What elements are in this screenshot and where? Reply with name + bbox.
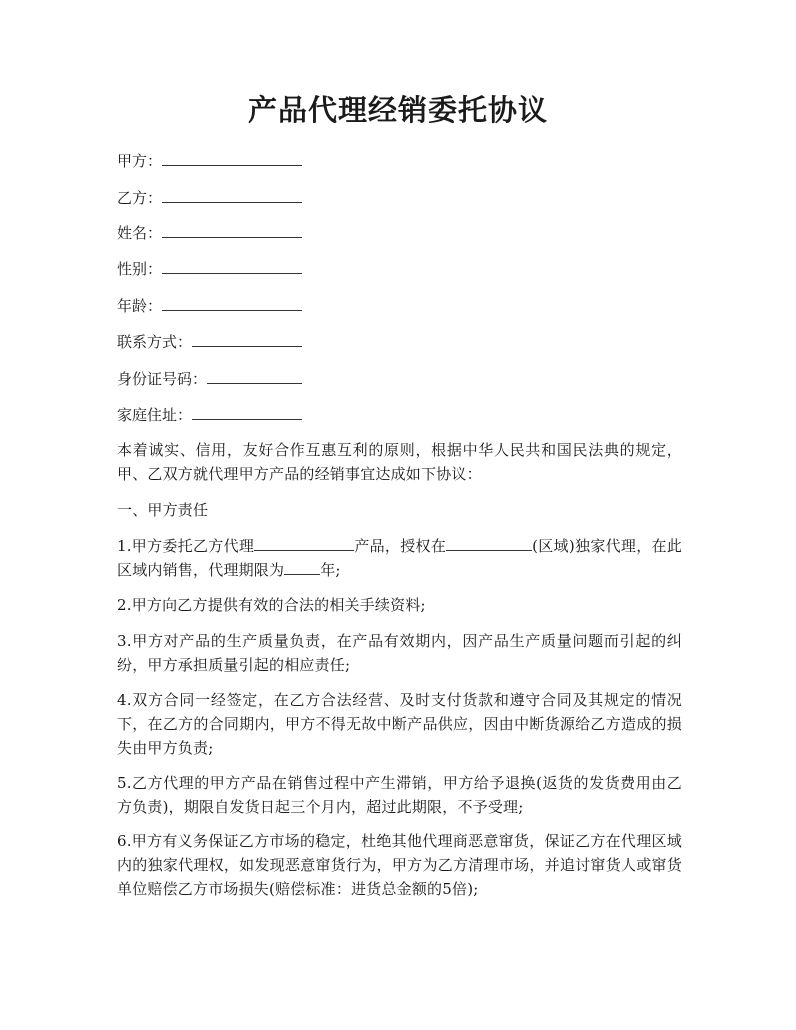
product-blank[interactable] (254, 535, 354, 551)
party-a-blank[interactable] (162, 151, 302, 166)
preamble-paragraph: 本着诚实、信用，友好合作互惠互利的原则，根据中华人民共和国民法典的规定，甲、乙双方就代理甲方产品的经销事宜达成如下协议： (117, 441, 682, 483)
contact-field (117, 331, 302, 353)
age-field (117, 295, 302, 317)
gender-blank[interactable] (162, 259, 302, 274)
party-a-field (117, 150, 302, 172)
age-label: 年龄： (117, 297, 163, 315)
age-blank[interactable] (162, 296, 302, 311)
clause-4: 4.双方合同一经签定，在乙方合法经营、及时支付货款和遵守合同及其规定的情况下，在乙方的合同期内，甲方不得无故中断产品供应，因由中断货源给乙方造成的损失由甲方负责; (117, 691, 682, 757)
address-blank[interactable] (192, 405, 302, 420)
party-b-blank[interactable] (162, 188, 302, 203)
party-b-field (117, 187, 302, 209)
gender-label: 性别： (117, 260, 163, 278)
name-blank[interactable] (162, 223, 302, 238)
clause-1 (117, 534, 682, 582)
region-blank[interactable] (446, 535, 532, 551)
contact-label: 联系方式： (117, 333, 193, 351)
clause-2: 2.甲方向乙方提供有效的合法的相关手续资料; (117, 596, 426, 614)
term-years-blank[interactable] (284, 559, 320, 575)
clause-6: 6.甲方有义务保证乙方市场的稳定，杜绝其他代理商恶意窜货，保证乙方在代理区域内的独家代理权，如发现恶意窜货行为，甲方为乙方清理市场，并追讨窜货人或窜货单位赔偿乙方市场损失(赔偿标准：进货总金额的5倍); (117, 832, 682, 898)
name-field (117, 222, 302, 244)
clause-1-text-2: 产品，授权在 (354, 537, 447, 555)
contact-blank[interactable] (192, 332, 302, 347)
party-b-label: 乙方： (117, 189, 163, 207)
clause-1-text-1: 1.甲方委托乙方代理 (117, 537, 255, 555)
clause-1-text-3: (区域)独家代理，在此区域内销售，代理期限为 (117, 537, 683, 579)
clause-3: 3.甲方对产品的生产质量负责，在产品有效期内，因产品生产质量问题而引起的纠纷，甲方承担质量引起的相应责任; (117, 632, 682, 674)
id-number-field (117, 368, 302, 390)
clause-5: 5.乙方代理的甲方产品在销售过程中产生滞销，甲方给予退换(返货的发货费用由乙方负责)，期限自发货日起三个月内，超过此期限，不予受理; (117, 774, 682, 816)
party-a-label: 甲方： (117, 152, 163, 170)
id-number-blank[interactable] (207, 369, 302, 384)
id-number-label: 身份证号码： (117, 370, 208, 388)
section-1-heading: 一、甲方责任 (117, 501, 209, 519)
clause-1-text-4: 年; (320, 561, 341, 579)
page-title: 产品代理经销委托协议 (247, 93, 548, 127)
address-label: 家庭住址： (117, 406, 193, 424)
address-field (117, 404, 302, 426)
gender-field (117, 258, 302, 280)
name-label: 姓名： (117, 224, 163, 242)
